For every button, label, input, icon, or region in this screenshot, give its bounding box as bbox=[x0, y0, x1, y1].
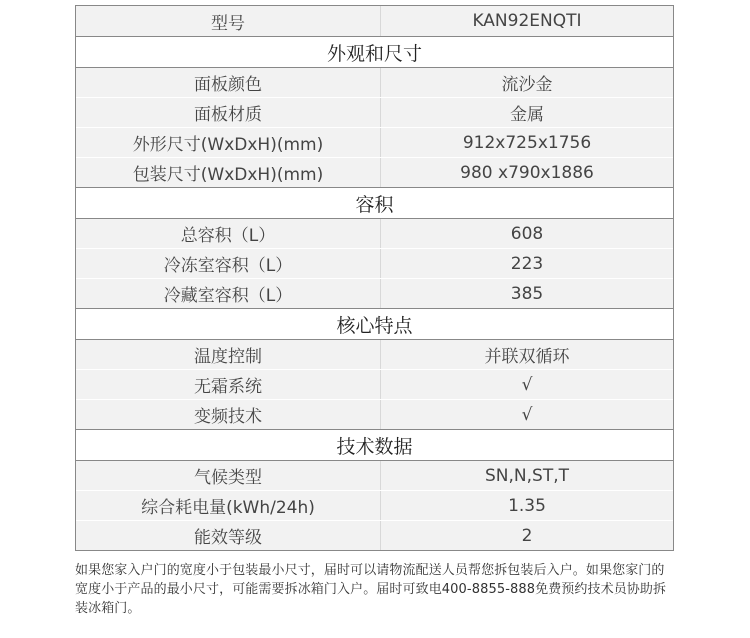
spec-value: 并联双循环 bbox=[380, 340, 673, 369]
spec-label: 包装尺寸(WxDxH)(mm) bbox=[132, 165, 324, 185]
spec-row bbox=[76, 158, 673, 188]
section-title: 技术数据 bbox=[336, 435, 413, 458]
spec-value: 912x725x1756 bbox=[380, 128, 673, 157]
spec-value: 2 bbox=[380, 521, 673, 550]
section-header bbox=[76, 430, 673, 461]
spec-row bbox=[76, 128, 673, 158]
spec-value: SN,N,ST,T bbox=[380, 461, 673, 490]
spec-label: 能效等级 bbox=[194, 528, 262, 548]
spec-row bbox=[76, 340, 673, 370]
spec-label: 温度控制 bbox=[194, 347, 262, 367]
spec-value: 1.35 bbox=[380, 491, 673, 520]
spec-row bbox=[76, 68, 673, 98]
spec-value: √ bbox=[380, 400, 673, 429]
spec-row bbox=[76, 98, 673, 128]
spec-label: 无霜系统 bbox=[194, 377, 262, 397]
section-header bbox=[76, 37, 673, 68]
section-title: 外观和尺寸 bbox=[326, 42, 422, 65]
spec-row bbox=[76, 461, 673, 491]
delivery-note: 如果您家入户门的宽度小于包装最小尺寸，届时可以请物流配送人员帮您拆包装后入户。如果您家门的宽度小于产品的最小尺寸，可能需要拆冰箱门入户。届时可致电400-8855-888免费预约技术员协助拆装冰箱门。 bbox=[75, 563, 667, 616]
spec-label: 综合耗电量(kWh/24h) bbox=[141, 498, 315, 518]
spec-value: 980 x790x1886 bbox=[380, 158, 673, 187]
spec-label: 面板材质 bbox=[194, 105, 262, 125]
spec-label: 冷冻室容积（L） bbox=[163, 256, 293, 276]
spec-value: 608 bbox=[380, 219, 673, 248]
spec-value: 223 bbox=[380, 249, 673, 278]
section-header bbox=[76, 188, 673, 219]
section-title: 核心特点 bbox=[336, 314, 413, 337]
section-title: 容积 bbox=[355, 193, 394, 216]
spec-row bbox=[76, 400, 673, 430]
spec-value: 金属 bbox=[380, 98, 673, 127]
spec-value: 385 bbox=[380, 279, 673, 308]
model-label: 型号 bbox=[211, 13, 245, 34]
spec-row bbox=[76, 249, 673, 279]
spec-row bbox=[76, 491, 673, 521]
spec-label: 气候类型 bbox=[194, 468, 262, 488]
model-row bbox=[76, 6, 673, 37]
spec-sections bbox=[76, 37, 673, 551]
spec-label: 外形尺寸(WxDxH)(mm) bbox=[132, 135, 324, 155]
spec-label: 变频技术 bbox=[194, 407, 262, 427]
spec-row bbox=[76, 219, 673, 249]
spec-value: √ bbox=[380, 370, 673, 399]
spec-row bbox=[76, 279, 673, 309]
spec-label: 冷藏室容积（L） bbox=[163, 286, 293, 306]
model-value: KAN92ENQTI bbox=[380, 6, 673, 36]
section-header bbox=[76, 309, 673, 340]
spec-table bbox=[75, 5, 674, 551]
spec-value: 流沙金 bbox=[380, 68, 673, 97]
spec-label: 总容积（L） bbox=[180, 226, 276, 246]
spec-row bbox=[76, 521, 673, 551]
spec-row bbox=[76, 370, 673, 400]
spec-label: 面板颜色 bbox=[194, 75, 262, 95]
